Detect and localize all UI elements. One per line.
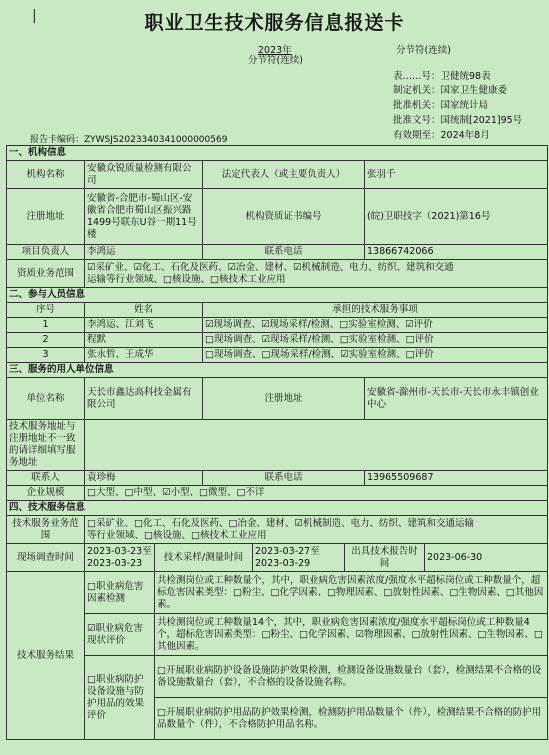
issuing-authority: 制定机关：国家卫生健康委 <box>393 85 508 96</box>
col-items-header: 承担的技术服务事项 <box>203 303 548 318</box>
row-items: □现场调查、☑现场采样/检测、□实验室检测、□评价 <box>203 333 548 348</box>
reg-address-label: 注册地址 <box>7 189 85 245</box>
row-names: 程默 <box>85 333 203 348</box>
service-scope-line-2: 等行业领域、□核设施、□核技术工业应用 <box>87 529 267 541</box>
unit-contact-label: 联系人 <box>7 471 85 486</box>
result-text-detection: 共检测岗位或工种数量个，其中，职业病危害因素浓度/强度水平超标岗位或工种数量个，超标危害因素类型：□粉尘、□化学因素、□物理因素、□放射性因素、□生物因素、□其他因素。 <box>155 572 548 614</box>
unit-reg-addr-label: 注册地址 <box>203 378 365 420</box>
table-row <box>7 348 548 363</box>
qual-scope-label: 资质业务范围 <box>7 260 85 288</box>
legal-rep-value: 张羽千 <box>365 161 548 189</box>
unit-reg-addr-value: 安徽省-滁州市-天长市-天长市永丰镇创业中心 <box>365 378 548 420</box>
valid-until: 有效期至：2024年8月 <box>393 130 490 141</box>
reg-address-value: 安徽省-合肥市-蜀山区-安徽省合肥市蜀山区振兴路1499号联东U谷一期11号楼 <box>85 189 203 245</box>
form-number: 表……号：卫健统98表 <box>393 71 491 82</box>
result-type-protection-eval: □职业病防护设备设施与防护用品的效果评价 <box>85 656 155 740</box>
report-form-table <box>6 145 548 740</box>
page-title: 职业卫生技术服务信息报送卡 <box>144 12 405 34</box>
service-scope-label: 技术服务业务范围 <box>7 516 85 544</box>
service-addr-label: 技术服务地址与注册地址不一致的请详细填写服务地址 <box>7 420 85 471</box>
row-items: ☑现场调查、☑现场采样/检测、□实验室检测、☑评价 <box>203 318 548 333</box>
company-size-value: □大型、□中型、☑小型、□微型、□不详 <box>85 486 548 501</box>
result-text-status-eval: 共检测岗位或工种数量14个，其中，职业病危害因素浓度/强度水平超标岗位或工种数量4个，超标危害因素类型：□粉尘、□化学因素、☑物理因素、□放射性因素、□生物因素、□其他因素。 <box>155 614 548 656</box>
qual-scope-line-2: 运输等行业领域、□核设施、□核技术工业应用 <box>87 273 286 285</box>
table-row <box>7 333 548 348</box>
cursor-mark: | <box>32 8 37 24</box>
col-name-header: 姓名 <box>85 303 203 318</box>
unit-phone-value: 13965509687 <box>365 471 548 486</box>
contact-phone-label: 联系电话 <box>203 245 365 260</box>
cert-no-label: 机构资质证书编号 <box>203 189 365 245</box>
year-text: 2023年 <box>258 45 292 56</box>
org-name-label: 机构名称 <box>7 161 85 189</box>
row-seq: 1 <box>7 318 85 333</box>
service-addr-value <box>85 420 548 471</box>
legal-rep-label: 法定代表人（或主要负责人） <box>203 161 365 189</box>
row-names: 张永哲、王成华 <box>85 348 203 363</box>
section-1-title: 一、机构信息 <box>7 146 548 161</box>
section-3-title: 三、服务的用人单位信息 <box>7 363 548 378</box>
approval-number: 批准文号：国统制[2021]95号 <box>393 115 523 126</box>
company-size-label: 企业规模 <box>7 486 85 501</box>
unit-contact-value: 袁珍梅 <box>85 471 203 486</box>
result-type-status-eval: ☑职业病危害现状评价 <box>85 614 155 656</box>
unit-name-label: 单位名称 <box>7 378 85 420</box>
org-name-value: 安徽众锐质量检测有限公司 <box>85 161 203 189</box>
report-time-label: 出具技术报告时间 <box>345 544 425 572</box>
qual-scope-line-1: ☑采矿业、☑化工、石化及医药、☑冶金、建材、☑机械制造、电力、纺织、建筑和交通 <box>87 261 454 273</box>
survey-time-value: 2023-03-23至2023-03-23 <box>85 544 155 572</box>
section-break-top: 分节符(连续) <box>396 45 451 56</box>
result-text-ppe: □开展职业病防护用品防护效果检测，检测防护用品数量个（件），检测结果不合格的防护用品数量个（件），不合格防护用品名称。 <box>155 698 548 740</box>
project-lead-value: 李鸿运 <box>85 245 203 260</box>
col-seq-header: 序号 <box>7 303 85 318</box>
row-names: 李鸿运、江刘飞 <box>85 318 203 333</box>
sampling-time-value: 2023-03-27至2023-03-29 <box>253 544 345 572</box>
service-result-label: 技术服务结果 <box>7 572 85 740</box>
cert-no-value: (皖)卫职技字（2021)第16号 <box>365 189 548 245</box>
approving-authority: 批准机关：国家统计局 <box>393 100 489 111</box>
row-items: □现场调查、□现场采样/检测、☑实验室检测、□评价 <box>203 348 548 363</box>
sampling-time-label: 技术采样/测量时间 <box>155 544 253 572</box>
survey-time-label: 现场调查时间 <box>7 544 85 572</box>
card-code: 报告卡编码：ZYWSJS20233403410000005​69 <box>30 135 228 145</box>
section-break-mid: 分节符(连续) <box>248 55 303 66</box>
service-scope-line-1: □采矿业、□化工、石化及医药、□冶金、建材、☑机械制造、电力、纺织、建筑和交通运输 <box>87 517 474 529</box>
qual-scope-value <box>85 260 548 288</box>
row-seq: 2 <box>7 333 85 348</box>
service-scope-value <box>85 516 548 544</box>
table-row <box>7 318 548 333</box>
result-text-equipment: □开展职业病防护设备设施防护效果检测，检测设备设施数量台（套），检测结果不合格的设备设施数量台（套），不合格的设备设施名称。 <box>155 656 548 698</box>
report-time-value: 2023-06-30 <box>425 544 548 572</box>
unit-phone-label: 联系电话 <box>203 471 365 486</box>
project-lead-label: 项目负责人 <box>7 245 85 260</box>
section-4-title: 四、技术服务信息 <box>7 501 548 516</box>
result-type-detection: □职业病危害因素检测 <box>85 572 155 614</box>
section-2-title: 二、参与人员信息 <box>7 288 548 303</box>
row-seq: 3 <box>7 348 85 363</box>
contact-phone-value: 13866742066 <box>365 245 548 260</box>
unit-name-value: 天长市鑫达高科技金属有限公司 <box>85 378 203 420</box>
